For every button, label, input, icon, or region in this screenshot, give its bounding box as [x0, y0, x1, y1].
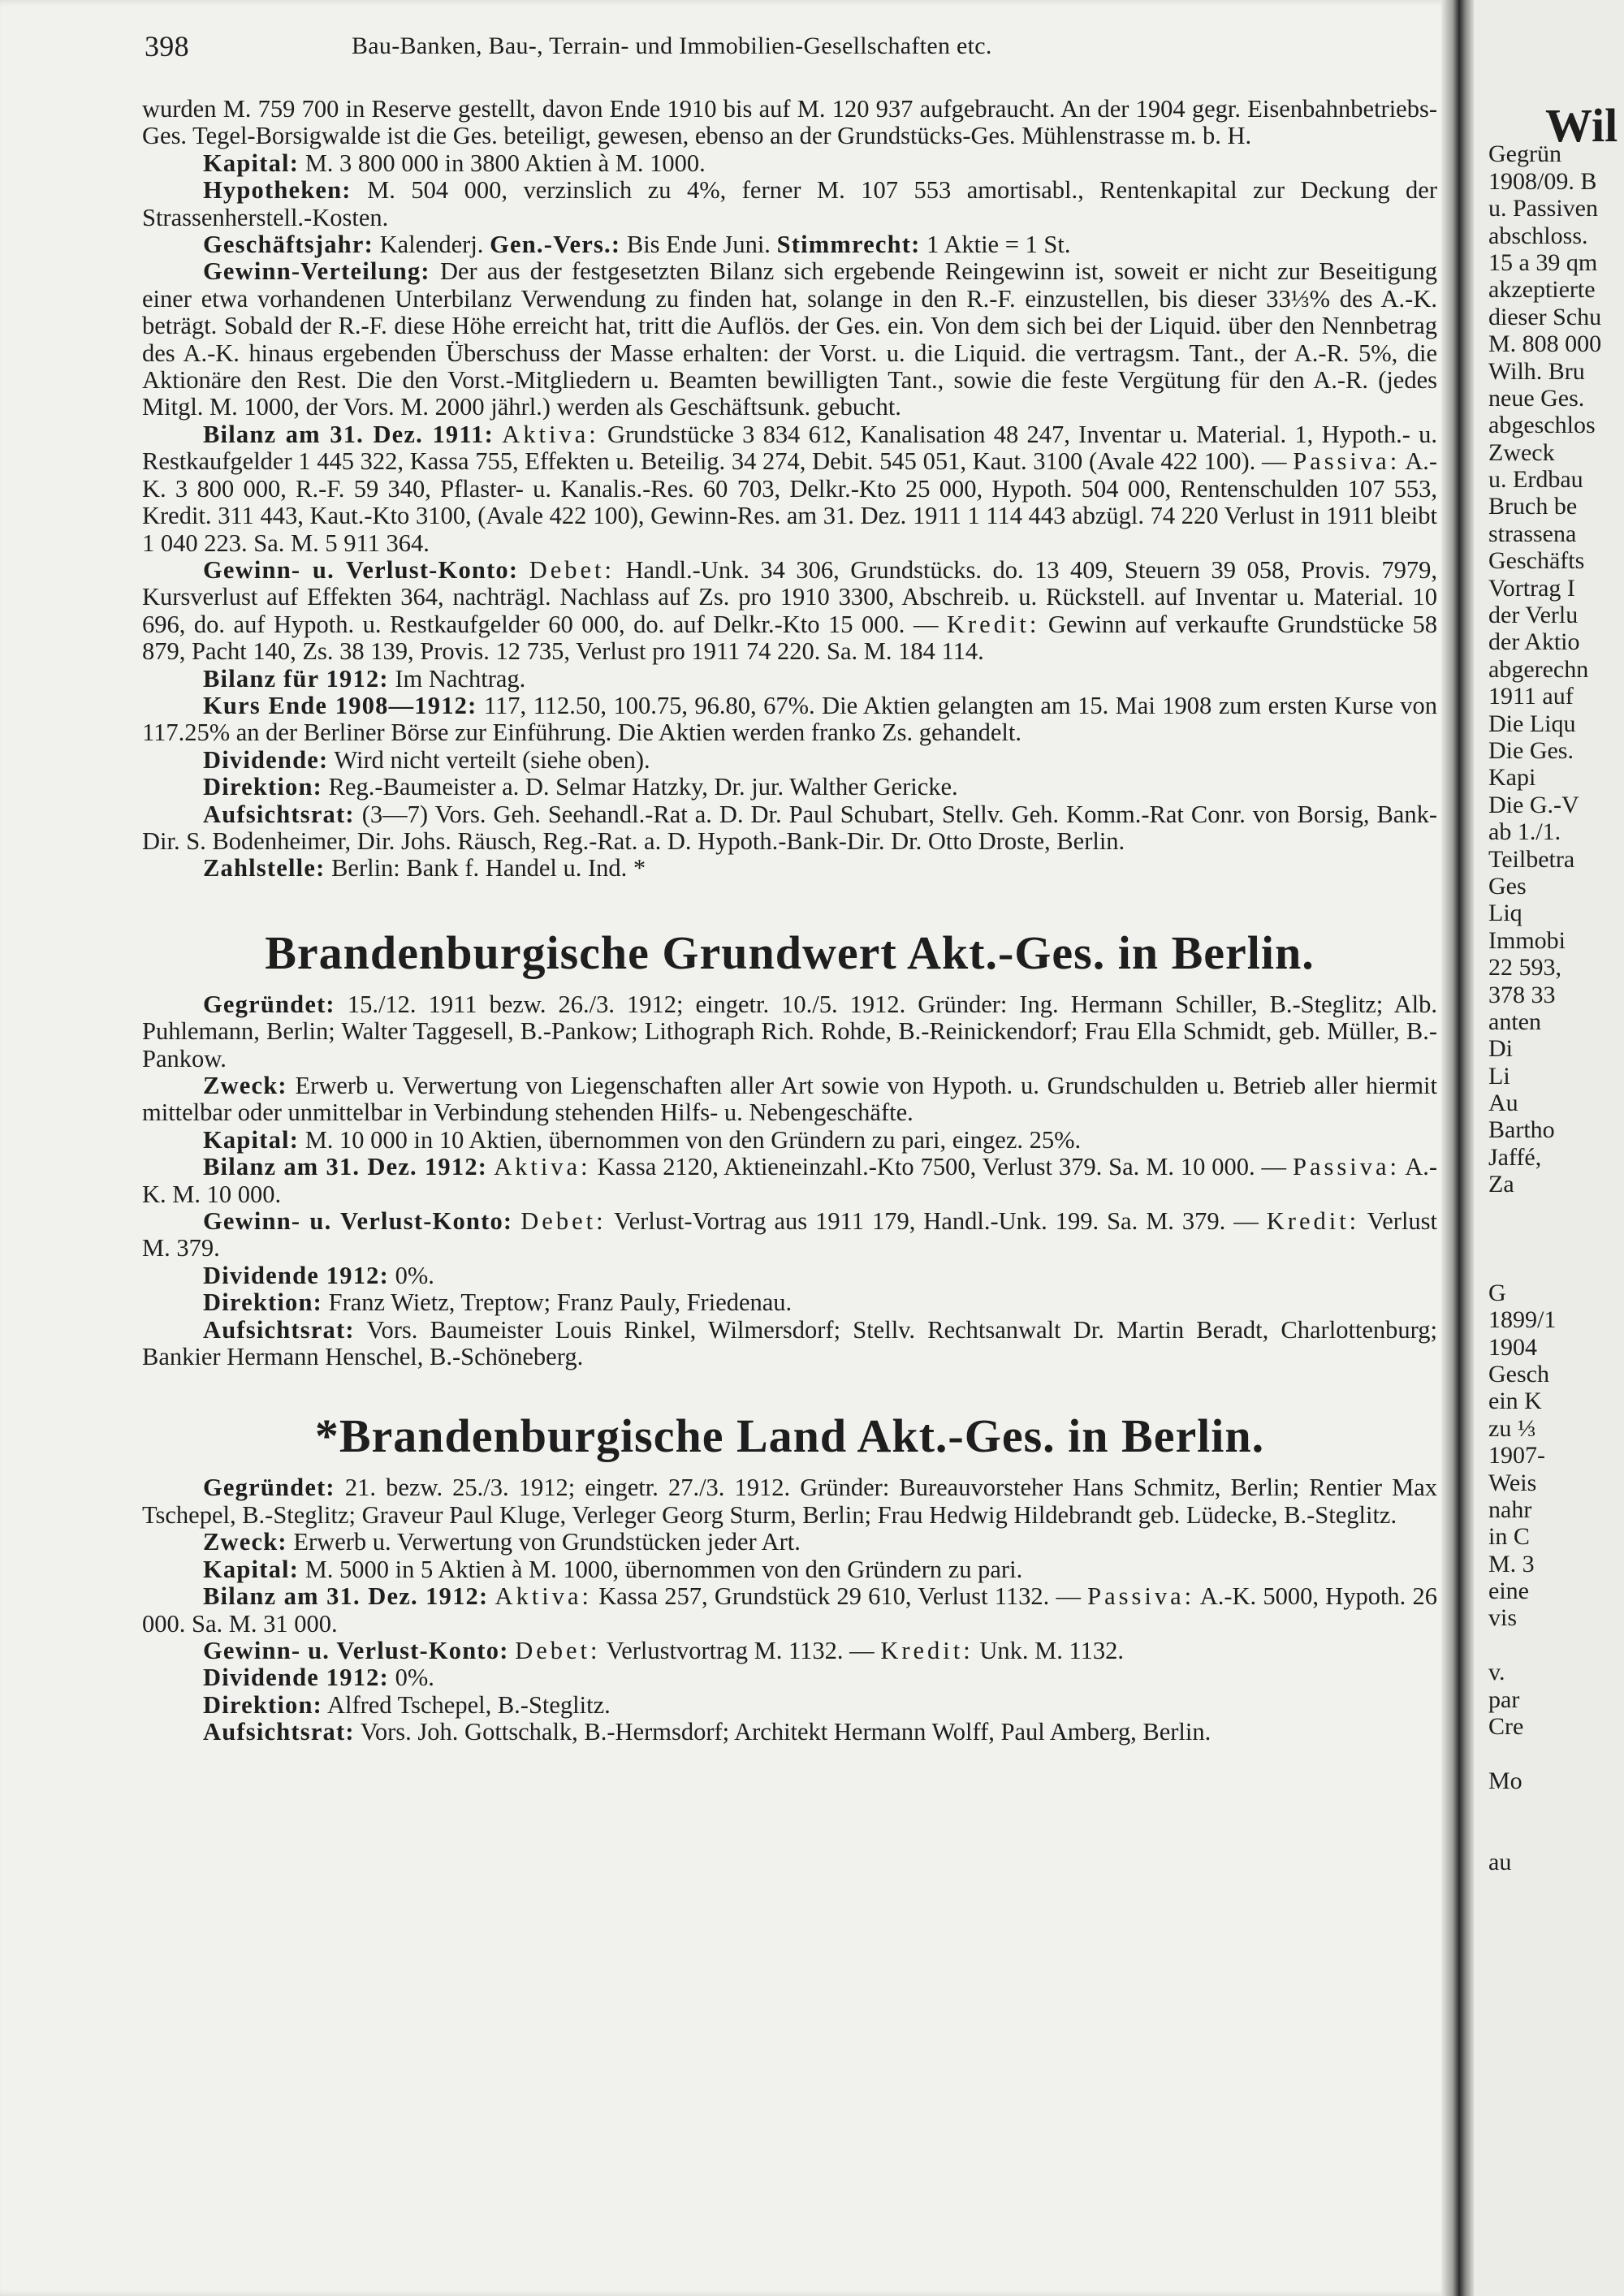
book-gutter [1441, 0, 1474, 2296]
value: A.-K. 5000, Hypoth. 26 000. Sa. M. 31 000. [142, 1582, 1438, 1638]
adjacent-line: 1904 [1488, 1333, 1537, 1361]
page-number: 398 [145, 30, 189, 63]
value: (3—7) Vors. Geh. Seehandl.-Rat a. D. Dr. Paul Schubart, Stellv. Geh. Komm.-Rat Conr. von Borsig, Bank-Dir. S. Bodenheimer, Dir. Johs. Räusch, Reg.-Rat. a. D. Hypoth.-Bank-Dir. Dr. Otto Droste, Berlin. [142, 800, 1438, 855]
entry3-title: *Brandenburgische Land Akt.-Ges. in Berlin. [314, 1409, 1265, 1463]
text-column [142, 96, 1437, 1746]
entry1-kurs [142, 693, 1437, 747]
value: Wird nicht verteilt (siehe oben). [334, 745, 650, 774]
adjacent-line: der Verlu [1488, 602, 1579, 629]
value: 1 Aktie = 1 St. [926, 231, 1071, 259]
label: Gewinn- u. Verlust-Konto: [203, 1636, 509, 1664]
running-title: Bau-Banken, Bau-, Terrain- und Immobilien-Gesellschaften etc. [352, 32, 992, 59]
value: Vors. Joh. Gottschalk, B.-Hermsdorf; Architekt Hermann Wolff, Paul Amberg, Berlin. [360, 1718, 1212, 1746]
label: Kapital: [203, 149, 300, 177]
adjacent-line: 1911 auf [1488, 683, 1574, 710]
label: Aktiva: [502, 420, 599, 448]
adjacent-line: Bruch be [1488, 493, 1578, 520]
adjacent-line: ab 1./1. [1488, 818, 1561, 846]
adjacent-line: Wilh. Bru [1488, 357, 1585, 385]
label: Direktion: [203, 773, 322, 801]
adjacent-line: Di [1488, 1035, 1513, 1063]
adjacent-line: akzeptierte [1488, 276, 1596, 304]
entry2-guv [142, 1208, 1437, 1262]
label: Bilanz am 31. Dez. 1912: [203, 1582, 489, 1611]
adjacent-line: 22 593, [1488, 954, 1561, 982]
label: Debet: [515, 1636, 601, 1664]
label: Dividende: [203, 745, 329, 774]
label: Geschäftsjahr: [203, 231, 374, 259]
value: Verlust M. 379. [142, 1207, 1438, 1262]
adjacent-line: abgeschlos [1488, 412, 1596, 439]
adjacent-line [1488, 1198, 1624, 1225]
value: M. 504 000, verzinslich zu 4%, ferner M. 107 553 amortisabl., Rentenkapital zur Deckung der Strassenherstell.-Kosten. [142, 176, 1437, 231]
entry1-dividende [142, 747, 1437, 774]
adjacent-line: Mo [1488, 1767, 1522, 1794]
entry3-guv [142, 1638, 1437, 1664]
adjacent-line [1488, 1632, 1624, 1659]
entry3-dividende [142, 1664, 1437, 1691]
label: Kurs Ende 1908—1912: [203, 691, 477, 719]
label: Debet: [520, 1207, 607, 1236]
entry2-bilanz [142, 1154, 1437, 1208]
entry1-hypotheken [142, 177, 1437, 231]
value: Erwerb u. Verwertung von Grundstücken jeder Art. [293, 1528, 801, 1556]
value: 15./12. 1911 bezw. 26./3. 1912; eingetr. 10./5. 1912. Gründer: Ing. Hermann Schiller, B.-Steglitz; Alb. Puhlemann, Berlin; Walter Taggesell, B.-Pankow; Lithograph Rich. Rohde, B.-Reinickendorf; Frau Ella Schmidt, geb. Müller, B.-Pankow. [142, 990, 1437, 1072]
label: Bilanz am 31. Dez. 1911: [203, 420, 494, 448]
adjacent-line: Vortrag I [1488, 574, 1575, 602]
value: Handl.-Unk. 34 306, Grundstücks. do. 13 409, Steuern 39 058, Provis. 7979, Kursverlust auf Effekten 364, nachträgl. Nachlass auf Zs. pro 1910 3300, Abschreib. u. Rückstell. auf Inventar u. Material. 10 696, do. auf Hypoth. u. Restkaufgelder 60 000, do. auf Delkr.-Kto 15 000. — [142, 555, 1437, 638]
label: Kredit: [880, 1636, 974, 1664]
adjacent-line: Jaffé, [1488, 1143, 1542, 1171]
adjacent-line: M. 808 000 [1488, 330, 1602, 358]
entry1-aufsichtsrat [142, 801, 1437, 856]
value: A.-K. M. 10 000. [142, 1153, 1438, 1208]
value: 117, 112.50, 100.75, 96.80, 67%. Die Aktien gelangten am 15. Mai 1908 zum ersten Kurse von 117.25% an der Berliner Börse zur Einführung. Die Aktien werden franko Zs. gehandelt. [142, 691, 1438, 747]
value: Alfred Tschepel, B.-Steglitz. [326, 1690, 611, 1719]
entry1-guv [142, 557, 1437, 666]
label: Zweck: [203, 1528, 287, 1556]
adjacent-line: Liq [1488, 900, 1522, 927]
entry2-gegruendet [142, 991, 1437, 1072]
value: 0%. [395, 1664, 434, 1692]
adjacent-line: Li [1488, 1062, 1510, 1090]
label: Direktion: [203, 1690, 322, 1719]
adjacent-line [1488, 1822, 1624, 1849]
adjacent-line: 378 33 [1488, 981, 1556, 1008]
label: Dividende 1912: [203, 1664, 389, 1692]
adjacent-page-text [1488, 99, 1624, 1875]
adjacent-line: Au [1488, 1090, 1518, 1117]
entry2-dividende [142, 1262, 1437, 1289]
entry3-kapital [142, 1556, 1437, 1583]
adjacent-line: par [1488, 1685, 1520, 1713]
adjacent-line: dieser Schu [1488, 303, 1602, 330]
entry1-kapital [142, 150, 1437, 177]
entry2-zweck [142, 1072, 1437, 1127]
value: Grundstücke 3 834 612, Kanalisation 48 247, Inventar u. Material. 1, Hypoth.- u. Restkaufgelder 1 445 322, Kassa 755, Effekten u. Beteilig. 34 274, Debit. 545 051, Kaut. 3100 (Avale 422 100). — [142, 420, 1438, 476]
value: Unk. M. 1132. [979, 1636, 1124, 1664]
value: Bis Ende Juni. [626, 231, 771, 259]
adjacent-line: anten [1488, 1008, 1541, 1035]
adjacent-line: 1899/1 [1488, 1306, 1557, 1334]
value: Franz Wietz, Treptow; Franz Pauly, Friedenau. [328, 1288, 793, 1317]
adjacent-line: Cre [1488, 1713, 1524, 1741]
adjacent-line: u. Passiven [1488, 195, 1598, 222]
adjacent-line: der Aktio [1488, 628, 1580, 656]
label: Aktiva: [494, 1153, 591, 1181]
adjacent-line: u. Erdbau [1488, 466, 1583, 494]
label: Passiva: [1293, 447, 1401, 476]
adjacent-line: Kapi [1488, 764, 1536, 792]
value: Berlin: Bank f. Handel u. Ind. * [331, 854, 646, 883]
value: M. 10 000 in 10 Aktien, übernommen von den Gründern zu pari, eingez. 25%. [304, 1125, 1082, 1154]
label: Aufsichtsrat: [203, 1718, 355, 1746]
adjacent-line: Gesch [1488, 1360, 1549, 1388]
value: Verlust-Vortrag aus 1911 179, Handl.-Unk. 199. Sa. M. 379. — [614, 1207, 1259, 1236]
adjacent-line [1488, 1740, 1624, 1767]
value: Kassa 257, Grundstück 29 610, Verlust 1132. — [598, 1582, 1081, 1611]
adjacent-page-fragment [1474, 0, 1624, 2296]
label: Bilanz am 31. Dez. 1912: [203, 1153, 488, 1181]
adjacent-line: nahr [1488, 1495, 1532, 1523]
label: Aktiva: [495, 1582, 593, 1611]
adjacent-line [1488, 1225, 1624, 1252]
value: Kalenderj. [379, 231, 484, 259]
value: Vors. Baumeister Louis Rinkel, Wilmersdorf; Stellv. Rechtsanwalt Dr. Martin Beradt, Charlottenburg; Bankier Hermann Henschel, B.-Schöneberg. [142, 1315, 1438, 1371]
adjacent-line: Weis [1488, 1469, 1537, 1496]
value: Der aus der festgesetzten Bilanz sich ergebende Reingewinn ist, soweit er nicht zur Beseitigung einer etwa vorhandenen Unterbilanz Verwendung zu finden hat, solange in den R.-F. einzustellen, bis dieser 33⅓% des A.-K. beträgt. Sobald der R.-F. diese Höhe erreicht hat, tritt die Auflös. der Ges. ein. Von dem sich bei der Liquid. über den Nennbetrag des A.-K. hinaus ergebenden Überschuss der Masse erhalten: der Vorst. u. die Liquid. die vertragsm. Tant., der A.-R. 5%, die Aktionäre den Rest. Die den Vorst.-Mitgliedern u. Beamten bewilligten Tant., sowie die feste Vergütung für den A.-R. (jedes Mitgl. M. 1000, der Vors. M. 2000 jährl.) werden als Geschäftsunk. gebucht. [142, 257, 1438, 421]
adjacent-line: v. [1488, 1659, 1505, 1686]
entry3-aufsichtsrat [142, 1719, 1437, 1746]
adjacent-line: Teilbetra [1488, 845, 1575, 873]
adjacent-line: 1907- [1488, 1442, 1545, 1470]
adjacent-line: Za [1488, 1171, 1514, 1198]
entry1-geschaeftsjahr [142, 231, 1437, 258]
label: Dividende 1912: [203, 1261, 389, 1289]
adjacent-line: Zweck [1488, 438, 1555, 466]
adjacent-line [1488, 1252, 1624, 1279]
adjacent-line: Die G.-V [1488, 791, 1579, 818]
adjacent-line: abgerechn [1488, 655, 1589, 683]
entry3-zweck [142, 1529, 1437, 1556]
label: Zweck: [203, 1072, 287, 1099]
label: Aufsichtsrat: [203, 1315, 355, 1344]
entry1-direktion [142, 774, 1437, 801]
adjacent-line: neue Ges. [1488, 384, 1585, 412]
label: Gegründet: [203, 990, 335, 1018]
label: Gewinn- u. Verlust-Konto: [203, 1207, 513, 1236]
label: Bilanz für 1912: [203, 664, 389, 693]
adjacent-line: zu ⅓ [1488, 1414, 1536, 1442]
entry2-aufsichtsrat [142, 1317, 1437, 1371]
adjacent-line: Bartho [1488, 1116, 1555, 1144]
adjacent-line: Geschäfts [1488, 547, 1585, 575]
adjacent-line: Gegrün [1488, 140, 1561, 168]
entry2-direktion [142, 1289, 1437, 1316]
entry3-bilanz [142, 1583, 1437, 1638]
value: Erwerb u. Verwertung von Liegenschaften aller Art sowie von Hypoth. u. Grundschulden u. Betrieb aller hiermit mittelbar oder unmittelbar in Verbindung stehenden Hilfs- u. Nebengeschäfte. [142, 1072, 1437, 1127]
value: Im Nachtrag. [395, 664, 526, 693]
label: Passiva: [1087, 1582, 1195, 1611]
entry1-bilanz [142, 421, 1437, 557]
label: Direktion: [203, 1288, 322, 1317]
label: Kapital: [203, 1125, 300, 1154]
label: Debet: [529, 555, 615, 584]
adjacent-line: 15 a 39 qm [1488, 248, 1598, 276]
label: Gegründet: [203, 1474, 335, 1502]
entry1-gewinnverteilung [142, 258, 1437, 421]
label: Gewinn-Verteilung: [203, 257, 430, 286]
adjacent-line: strassena [1488, 520, 1577, 547]
label: Kapital: [203, 1555, 300, 1583]
label: Hypotheken: [203, 176, 352, 205]
label: Kredit: [1266, 1207, 1360, 1236]
adjacent-line [1488, 1794, 1624, 1821]
adjacent-line: in C [1488, 1523, 1530, 1551]
adjacent-line: M. 3 [1488, 1550, 1535, 1577]
label: Zahlstelle: [203, 854, 326, 883]
entry3-direktion [142, 1692, 1437, 1719]
entry1-intro: wurden M. 759 700 in Reserve gestellt, davon Ende 1910 bis auf M. 120 937 aufgebraucht. An der 1904 gegr. Eisenbahnbetriebs-Ges. Tegel-Borsigwalde ist die Ges. beteiligt, gewesen, ebenso an der Grundstücks-Ges. Mühlenstrasse m. b. H. [142, 95, 1437, 150]
value: Reg.-Baumeister a. D. Selmar Hatzky, Dr. jur. Walther Gericke. [328, 773, 958, 801]
adjacent-line: Die Liqu [1488, 710, 1576, 737]
label: Passiva: [1292, 1153, 1400, 1181]
entry1-zahlstelle [142, 855, 1437, 882]
adjacent-line: Immobi [1488, 926, 1566, 954]
label: Kredit: [946, 610, 1040, 638]
value: Gewinn auf verkaufte Grundstücke 58 879, Pacht 140, Zs. 38 139, Provis. 12 735, Verlust pro 1911 74 220. Sa. M. 184 114. [142, 610, 1438, 666]
value: A.-K. 3 800 000, R.-F. 59 340, Pflaster- u. Kanalis.-Res. 60 703, Delkr.-Kto 25 000, Hypoth. 504 000, Rentenschulden 107 553, Kredit. 311 443, Kaut.-Kto 3100, (Avale 422 100), Gewinn-Res. am 31. Dez. 1911 1 114 443 abzügl. 74 220 Verlust in 1911 bleibt 1 040 223. Sa. M. 5 911 364. [142, 447, 1437, 557]
adjacent-line: 1908/09. B [1488, 167, 1597, 195]
value: M. 3 800 000 in 3800 Aktien à M. 1000. [304, 149, 706, 177]
adjacent-line: G [1488, 1279, 1506, 1306]
value: 21. bezw. 25./3. 1912; eingetr. 27./3. 1912. Gründer: Bureauvorsteher Hans Schmitz, Berlin; Rentier Max Tschepel, B.-Steglitz; Graveur Paul Kluge, Verleger Georg Sturm, Berlin; Frau Hedwig Hildebrandt geb. Lüdecke, B.-Steglitz. [142, 1474, 1437, 1529]
value: M. 5000 in 5 Aktien à M. 1000, übernommen von den Gründern zu pari. [304, 1555, 1023, 1583]
label: Stimmrecht: [776, 231, 921, 259]
label: Aufsichtsrat: [203, 800, 355, 828]
entry1-bilanz1912 [142, 666, 1437, 693]
value: Kassa 2120, Aktieneinzahl.-Kto 7500, Verlust 379. Sa. M. 10 000. — [597, 1153, 1287, 1181]
adjacent-line: eine [1488, 1577, 1529, 1605]
adjacent-line: vis [1488, 1604, 1518, 1632]
adjacent-line: ein K [1488, 1388, 1542, 1415]
adjacent-line: Ges [1488, 872, 1527, 900]
adjacent-line: Die Ges. [1488, 736, 1574, 764]
label: Gen.-Vers.: [490, 231, 621, 259]
entry2-kapital [142, 1127, 1437, 1154]
adjacent-heading: Wil [1545, 99, 1618, 152]
adjacent-line: au [1488, 1849, 1512, 1875]
value: 0%. [395, 1261, 434, 1289]
entry3-gegruendet [142, 1474, 1437, 1529]
adjacent-line: abschloss. [1488, 222, 1588, 249]
entry2-title: Brandenburgische Grundwert Akt.-Ges. in Berlin. [265, 926, 1315, 979]
label: Gewinn- u. Verlust-Konto: [203, 555, 519, 584]
value: Verlustvortrag M. 1132. — [606, 1636, 875, 1664]
